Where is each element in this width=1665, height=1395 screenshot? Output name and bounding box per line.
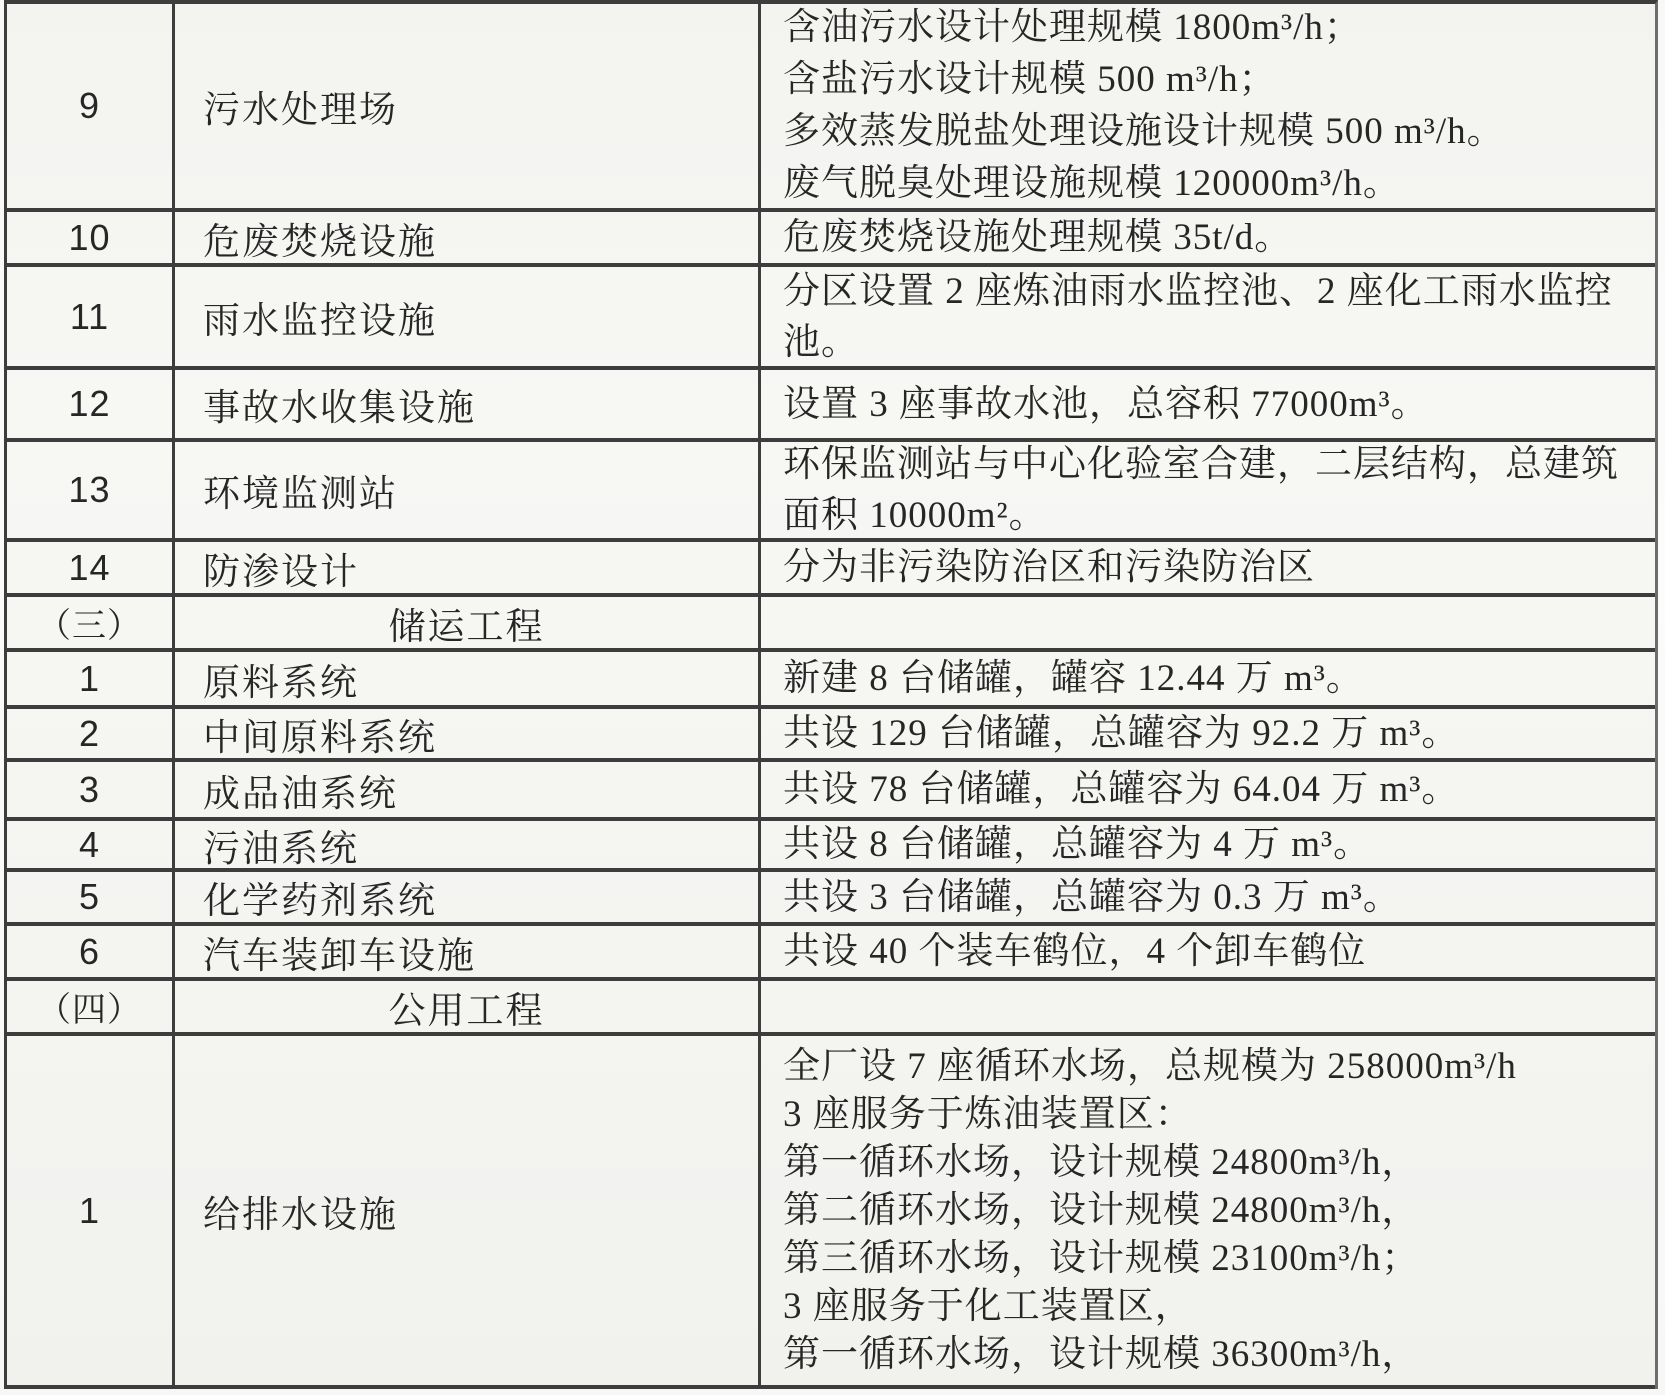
row-number-cell: 4	[7, 821, 175, 868]
row-number-cell: 9	[7, 4, 175, 208]
table-row	[7, 4, 1655, 212]
row-number-cell: 6	[7, 926, 175, 977]
row-desc-cell: 含油污水设计处理规模 1800m³/h； 含盐污水设计规模 500 m³/h； 多效蒸发脱盐处理设施设计规模 500 m³/h。 废气脱臭处理设施规模 120000m³/h。	[783, 7, 1505, 204]
row-desc-cell: 共设 129 台储罐，总罐容为 92.2 万 m³。	[783, 713, 1460, 754]
row-name-cell: 中间原料系统	[175, 709, 761, 758]
project-components-table	[4, 0, 1658, 1389]
row-number-cell: 13	[7, 442, 175, 538]
row-desc-cell: 全厂设 7 座循环水场，总规模为 258000m³/h 3 座服务于炼油装置区： 第一循环水场，设计规模 24800m³/h， 第二循环水场，设计规模 24800m³/h， 第三循环水场，设计规模 23100m³/h； 3 座服务于化工装置区， 第一循环水场，设计规模 36300m³/h，	[783, 1045, 1517, 1375]
table-row	[7, 709, 1655, 762]
row-name-cell: 汽车装卸车设施	[175, 926, 761, 977]
table-section-row	[7, 981, 1655, 1036]
row-desc-cell: 分为非污染防治区和污染防治区	[783, 547, 1315, 588]
table-row	[7, 926, 1655, 981]
table-row	[7, 1036, 1655, 1389]
row-desc-cell	[761, 981, 1655, 1032]
section-title-cell: 公用工程	[175, 981, 761, 1032]
row-desc-cell: 共设 8 台储罐，总罐容为 4 万 m³。	[783, 824, 1372, 865]
table-row	[7, 762, 1655, 821]
section-title-cell: 储运工程	[175, 597, 761, 648]
row-number-cell: 14	[7, 542, 175, 593]
row-desc-cell: 共设 3 台储罐，总罐容为 0.3 万 m³。	[783, 876, 1401, 918]
row-number-cell: （四）	[7, 981, 175, 1032]
row-name-cell: 污水处理场	[175, 4, 761, 208]
row-desc-cell	[761, 597, 1655, 648]
table-row	[7, 212, 1655, 267]
row-name-cell: 事故水收集设施	[175, 370, 761, 438]
table-row	[7, 442, 1655, 542]
row-name-cell: 成品油系统	[175, 762, 761, 817]
row-name-cell: 环境监测站	[175, 442, 761, 538]
row-desc-cell: 分区设置 2 座炼油雨水监控池、2 座化工雨水监控 池。	[783, 270, 1613, 363]
row-number-cell: （三）	[7, 597, 175, 648]
row-desc-cell: 共设 40 个装车鹤位，4 个卸车鹤位	[783, 931, 1367, 972]
row-desc-cell: 危废焚烧设施处理规模 35t/d。	[783, 217, 1293, 258]
row-name-cell: 污油系统	[175, 821, 761, 868]
row-number-cell: 1	[7, 1036, 175, 1385]
row-number-cell: 5	[7, 872, 175, 922]
table-row	[7, 542, 1655, 597]
row-desc-cell: 设置 3 座事故水池，总容积 77000m³。	[783, 383, 1429, 425]
table-section-row	[7, 597, 1655, 652]
table-row	[7, 370, 1655, 442]
row-name-cell: 危废焚烧设施	[175, 212, 761, 263]
row-name-cell: 雨水监控设施	[175, 267, 761, 366]
row-name-cell: 给排水设施	[175, 1036, 761, 1385]
row-number-cell: 2	[7, 709, 175, 758]
table-row	[7, 652, 1655, 709]
table-row	[7, 821, 1655, 872]
row-desc-cell: 环保监测站与中心化验室合建，二层结构，总建筑 面积 10000m²。	[783, 444, 1619, 536]
row-number-cell: 1	[7, 652, 175, 705]
row-name-cell: 原料系统	[175, 652, 761, 705]
row-number-cell: 3	[7, 762, 175, 817]
row-number-cell: 11	[7, 267, 175, 366]
row-number-cell: 12	[7, 370, 175, 438]
table-row	[7, 267, 1655, 370]
row-name-cell: 化学药剂系统	[175, 872, 761, 922]
row-number-cell: 10	[7, 212, 175, 263]
row-desc-cell: 新建 8 台储罐，罐容 12.44 万 m³。	[783, 658, 1364, 699]
row-name-cell: 防渗设计	[175, 542, 761, 593]
row-desc-cell: 共设 78 台储罐，总罐容为 64.04 万 m³。	[783, 769, 1460, 810]
table-row	[7, 872, 1655, 926]
